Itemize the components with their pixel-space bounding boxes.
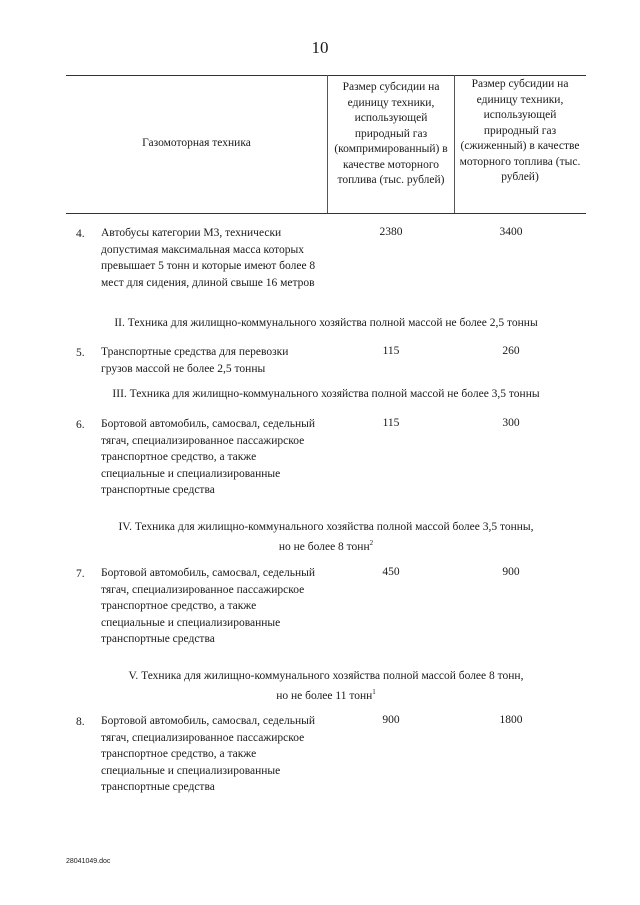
value-compressed: 2380 (379, 226, 403, 238)
section-heading-line: но не более 11 тонн$^1$ (276, 688, 376, 702)
column-divider (327, 75, 328, 213)
page-number: 10 (311, 38, 329, 57)
header-equipment: Газомоторная техника (142, 137, 251, 149)
row-number: 4. (76, 228, 85, 240)
footnote-marker: 1 (372, 688, 376, 696)
section-heading-line: IV. Техника для жилищно-коммунального хозяйства полной массой более 3,5 тонны, (118, 521, 534, 533)
header-liquefied-gas: Размер субсидии на единицу техники, использующей природный газ (сжиженный) в качестве моторного топлива (тыс. рублей) (459, 78, 581, 183)
row-number: 7. (76, 568, 85, 580)
row-description: Бортовой автомобиль, самосвал, седельный тягач, специализированное пассажирское транспортное средство, а также специальные и специализированные транспортные средства (101, 418, 316, 496)
footnote-marker: 2 (369, 539, 374, 547)
row-description: Автобусы категории М3, технически допустимая максимальная масса которых превышает 5 тонн и которые имеют более 8 мест для сидения, длиной свыше 16 метров (101, 227, 316, 289)
table-top-rule (66, 75, 586, 76)
value-compressed: 115 (382, 345, 400, 357)
column-divider (454, 75, 455, 213)
document-code: 28041049.doc (66, 858, 111, 865)
header-compressed-gas: Размер субсидии на единицу техники, использующей природный газ (компримированный) в качестве моторного топлива (тыс. рублей) (334, 81, 448, 186)
row-number: 8. (76, 716, 85, 728)
row-description: Транспортные средства для перевозки грузов массой не более 2,5 тонны (101, 346, 289, 375)
value-liquefied: 260 (502, 345, 520, 357)
row-number: 5. (76, 347, 85, 359)
row-number: 6. (76, 419, 85, 431)
value-compressed: 450 (382, 566, 400, 578)
value-compressed: 900 (382, 714, 400, 726)
value-liquefied: 1800 (499, 714, 523, 726)
value-liquefied: 300 (502, 417, 520, 429)
section-heading-line: но не более 8 тонн$^2$ (278, 539, 374, 553)
value-liquefied: 900 (502, 566, 520, 578)
section-heading-line: V. Техника для жилищно-коммунального хозяйства полной массой более 8 тонн, (128, 670, 524, 682)
section-heading (66, 519, 586, 555)
row-description: Бортовой автомобиль, самосвал, седельный тягач, специализированное пассажирское транспортное средство, а также специальные и специализированные транспортные средства (101, 567, 316, 645)
row-description: Бортовой автомобиль, самосвал, седельный тягач, специализированное пассажирское транспортное средство, а также специальные и специализированные транспортные средства (101, 715, 316, 793)
value-liquefied: 3400 (499, 226, 523, 238)
table-header-bottom-rule (66, 213, 586, 214)
section-heading: II. Техника для жилищно-коммунального хозяйства полной массой не более 2,5 тонны (114, 317, 538, 329)
section-heading: III. Техника для жилищно-коммунального хозяйства полной массой не более 3,5 тонны (112, 388, 540, 400)
value-compressed: 115 (382, 417, 400, 429)
section-heading (66, 668, 586, 704)
